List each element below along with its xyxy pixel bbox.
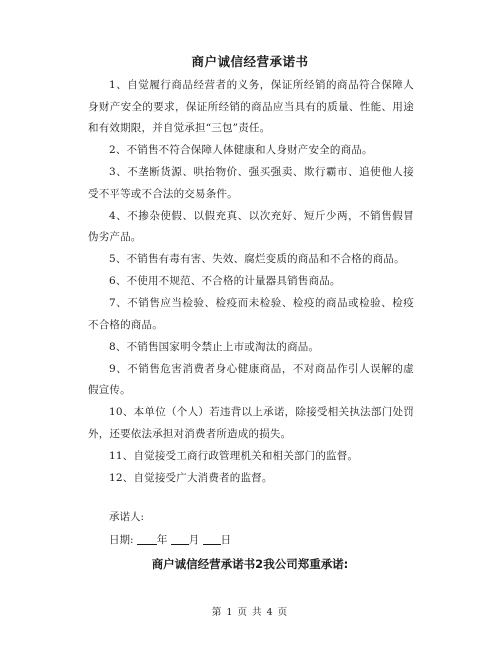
date-line [109, 532, 231, 547]
day-blank[interactable] [203, 533, 221, 545]
next-document-heading: 商户诚信经营承诺书2我公司郑重承诺: [151, 557, 349, 571]
commitment-item: 4、不掺杂使假、以假充真、以次充好、短斤少两，不销售假冒伪劣产品。 [88, 209, 414, 243]
promisor-label: 承诺人: [109, 511, 145, 523]
year-label: 年 [156, 534, 168, 546]
commitment-item: 12、自觉接受广大消费者的监督。 [109, 471, 273, 484]
commitment-item: 3、不垄断货源、哄抬物价、强买强卖、欺行霸市、追使他人接受不平等或不合法的交易条件。 [88, 166, 414, 200]
year-blank[interactable] [137, 533, 157, 545]
commitment-item: 10、本单位（个人）若违背以上承诺，除接受相关执法部门处罚外，还要依法承担对消费者所造成的损失。 [88, 406, 414, 440]
commitment-item: 1、自觉履行商品经营者的义务，保证所经销的商品符合保障人身财产安全的要求，保证所经销的商品应当具有的质量、性能、用途和有效期限，并自觉承担“三包”责任。 [88, 79, 414, 134]
commitment-item: 5、不销售有毒有害、失效、腐烂变质的商品和不合格的商品。 [109, 253, 405, 265]
page-footer: 第 1 页 共 4 页 [211, 607, 289, 618]
promisor-line [109, 509, 144, 524]
month-label: 月 [188, 534, 200, 546]
commitment-item: 9、不销售危害消费者身心健康商品，不对商品作引人误解的虚假宣传。 [88, 362, 414, 396]
commitment-item: 8、不销售国家明令禁止上市或淘汰的商品。 [109, 340, 320, 353]
commitment-item: 11、自觉接受工商行政管理机关和相关部门的监督。 [109, 449, 359, 462]
month-blank[interactable] [171, 533, 189, 545]
document-title: 商户诚信经营承诺书 [191, 54, 309, 69]
commitment-item: 6、不使用不规范、不合格的计量器具销售商品。 [109, 275, 341, 287]
commitment-item: 7、不销售应当检验、检疫而未检验、检疫的商品或检验、检疫不合格的商品。 [88, 297, 414, 331]
date-label: 日期: [109, 534, 134, 546]
day-label: 日 [220, 534, 232, 546]
commitment-list [88, 75, 414, 490]
commitment-item: 2、不销售不符合保障人体健康和人身财产安全的商品。 [109, 144, 373, 156]
